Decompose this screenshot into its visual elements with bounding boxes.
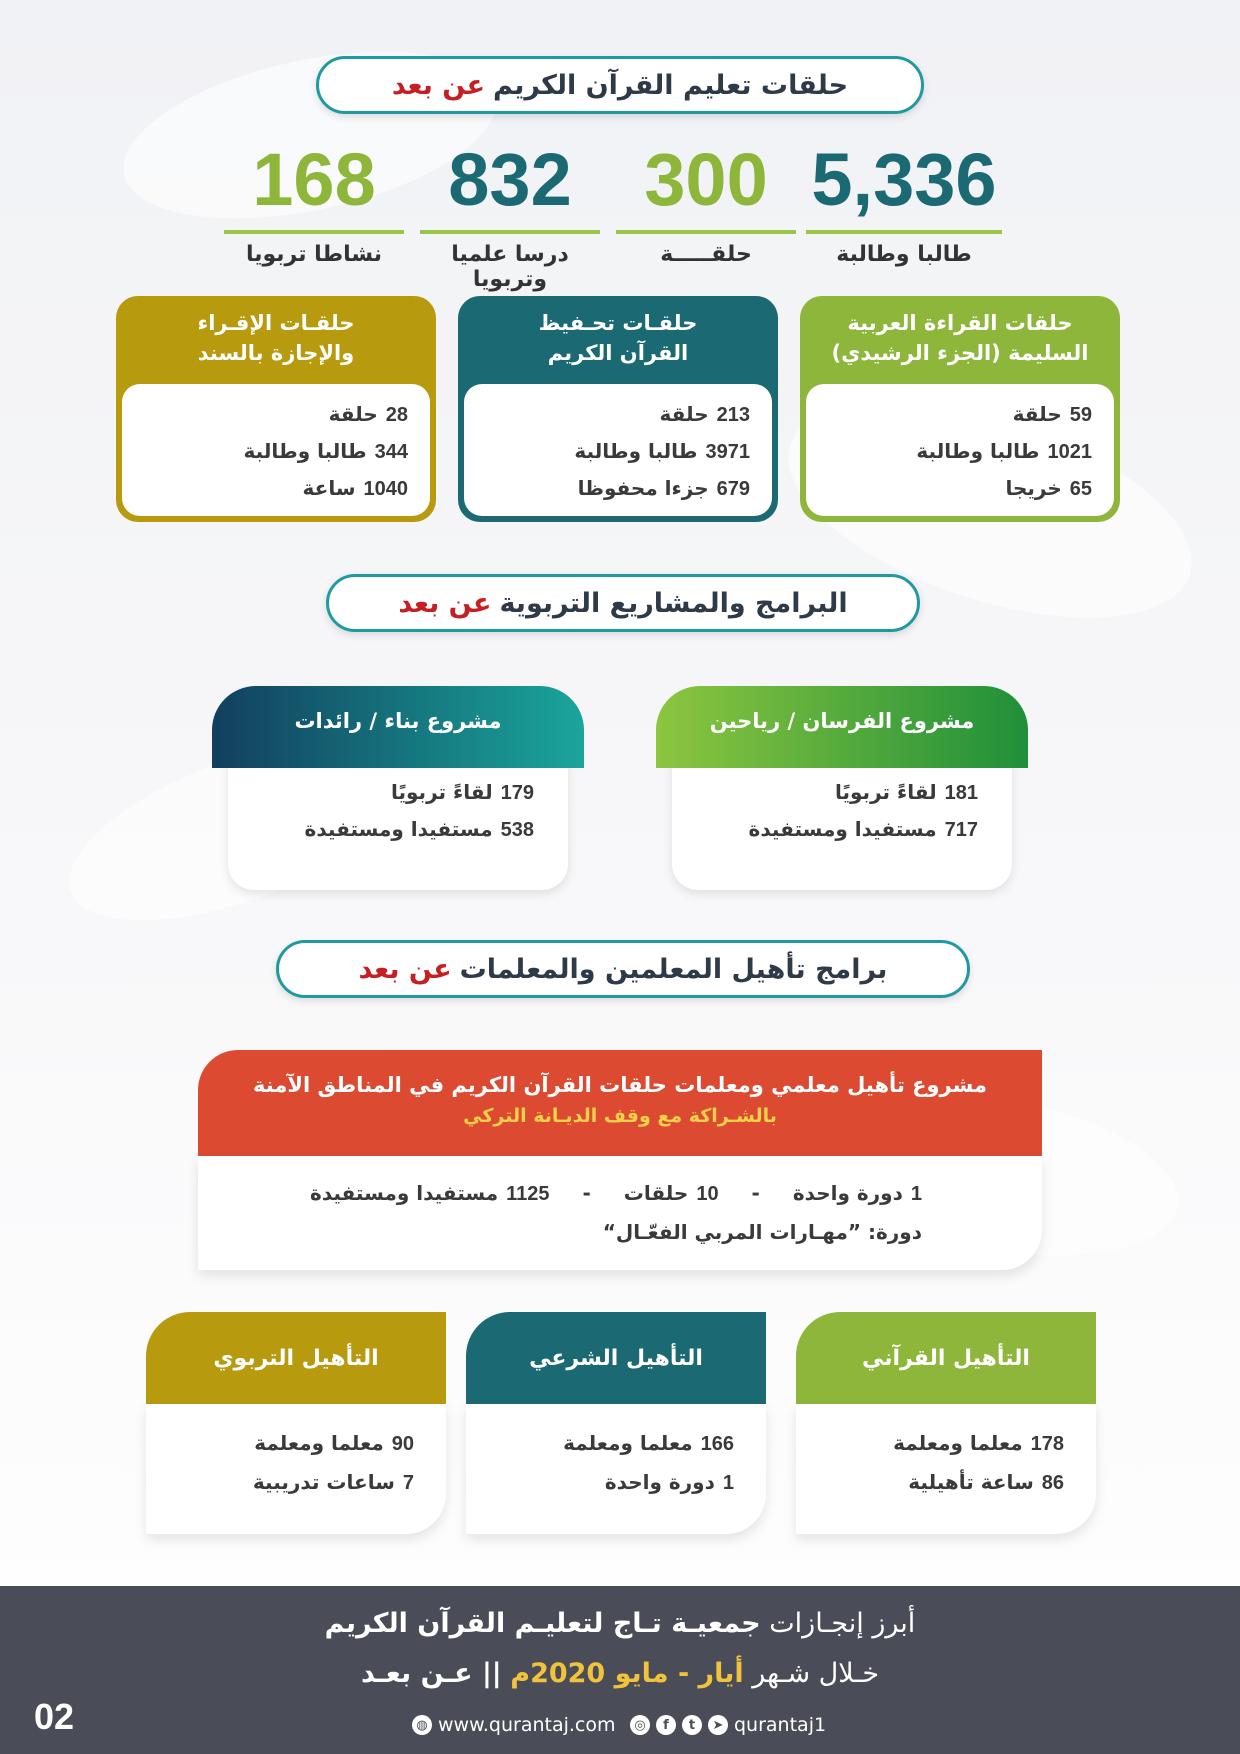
box-item xyxy=(474,396,750,433)
box-item-text: جزءا محفوظا xyxy=(577,476,709,500)
qualification-item-text: ساعات تدريبية xyxy=(252,1470,395,1494)
footer-org-name: جمعيـة تـاج لتعليـم القرآن الكريم xyxy=(324,1608,761,1639)
card-item-number: 717 xyxy=(944,819,978,841)
section-title-teacher-training xyxy=(276,940,970,998)
box-item-number: 65 xyxy=(1069,478,1092,500)
telegram-icon[interactable]: ➤ xyxy=(708,1715,728,1735)
card-body xyxy=(672,758,1012,890)
stat-students xyxy=(806,140,1002,267)
stat-activities xyxy=(224,140,404,267)
twitter-icon[interactable]: t xyxy=(682,1715,702,1735)
qualification-item-text: دورة واحدة xyxy=(604,1470,715,1494)
qualification-item-number: 7 xyxy=(402,1472,414,1494)
qualification-item-number: 90 xyxy=(391,1433,414,1455)
box-item-text: طالبا وطالبة xyxy=(574,439,698,463)
project-stat-text: دورة واحدة xyxy=(792,1181,903,1205)
box-item-text: حلقة xyxy=(328,402,378,426)
box-arabic-reading-circles xyxy=(800,296,1120,522)
project-stat-number: 10 xyxy=(696,1183,719,1205)
box-item-number: 59 xyxy=(1069,404,1092,426)
section-title-educational-programs xyxy=(326,574,920,632)
stat-label: درسا علميا وتربويا xyxy=(451,242,569,292)
box-title xyxy=(458,296,778,384)
qualification-item-text: معلما ومعلمة xyxy=(254,1431,384,1455)
card-item xyxy=(692,811,978,848)
footer-period xyxy=(0,1658,1240,1689)
section-title-accent: عن بعد xyxy=(391,69,486,101)
qualification-item xyxy=(806,1424,1064,1463)
qualification-item xyxy=(476,1463,734,1502)
separator: - xyxy=(751,1181,760,1205)
box-title-line: حلقـات تحـفيظ xyxy=(538,311,698,335)
website-text: www.qurantaj.com xyxy=(438,1714,616,1736)
box-title xyxy=(116,296,436,384)
qualification-item xyxy=(476,1424,734,1463)
box-item xyxy=(132,433,408,470)
box-item-text: طالبا وطالبة xyxy=(243,439,367,463)
box-body xyxy=(464,384,772,516)
footer-date: أيار - مايو 2020م xyxy=(510,1658,744,1689)
box-item xyxy=(132,396,408,433)
card-title: مشروع الفرسان / رياحين xyxy=(656,686,1028,768)
card-bina-project xyxy=(212,686,584,890)
box-item-text: ساعة xyxy=(302,476,356,500)
card-item-number: 181 xyxy=(944,782,978,804)
card-item-number: 179 xyxy=(500,782,534,804)
qualification-quranic xyxy=(796,1312,1096,1534)
box-item-number: 28 xyxy=(385,404,408,426)
stat-label: حلقـــــة xyxy=(660,242,752,267)
section-title-accent: عن بعد xyxy=(358,953,452,985)
stat-divider xyxy=(806,230,1002,234)
facebook-icon[interactable]: f xyxy=(656,1715,676,1735)
box-title-line: والإجازة بالسند xyxy=(197,341,355,365)
qualification-body xyxy=(796,1404,1096,1534)
project-header xyxy=(198,1050,1042,1156)
social-links[interactable] xyxy=(630,1714,826,1736)
qualification-item-text: ساعة تأهيلية xyxy=(908,1470,1034,1494)
qualification-item-number: 1 xyxy=(722,1472,734,1494)
box-item xyxy=(474,433,750,470)
section-title-text: حلقات تعليم القرآن الكريم xyxy=(493,69,849,101)
stat-lessons xyxy=(420,140,600,292)
qualification-item-number: 178 xyxy=(1030,1433,1064,1455)
stat-value: 832 xyxy=(448,138,572,221)
box-title-line: القرآن الكريم xyxy=(547,341,689,365)
card-item-text: لقاءً تربويًا xyxy=(391,780,493,804)
section-title-text: برامج تأهيل المعلمين والمعلمات xyxy=(459,953,888,985)
stat-label: نشاطا تربويا xyxy=(245,242,383,267)
project-course: دورة: ”مهـارات المربي الفعّـال“ xyxy=(602,1220,922,1244)
box-item-number: 344 xyxy=(374,441,408,463)
project-stat-number: 1125 xyxy=(506,1183,550,1205)
globe-icon: ◍ xyxy=(412,1715,432,1735)
qualification-item xyxy=(156,1424,414,1463)
card-item xyxy=(248,811,534,848)
card-item xyxy=(692,774,978,811)
card-item-text: مستفيدا ومستفيدة xyxy=(304,817,493,841)
project-stat-text: حلقات xyxy=(623,1181,689,1205)
card-item-text: لقاءً تربويًا xyxy=(835,780,937,804)
card-fursan-project xyxy=(656,686,1028,890)
stat-label: طالبا وطالبة xyxy=(836,242,972,267)
stat-circles xyxy=(616,140,796,267)
footer xyxy=(0,1586,1240,1754)
qualification-item xyxy=(806,1463,1064,1502)
section-title-accent: عن بعد xyxy=(398,587,492,619)
section-title-quran-circles xyxy=(316,56,924,114)
box-item-number: 679 xyxy=(716,478,750,500)
footer-text: أبرز إنجـازات xyxy=(769,1608,916,1639)
card-title: مشروع بناء / رائدات xyxy=(212,686,584,768)
qualification-sharia xyxy=(466,1312,766,1534)
card-item xyxy=(248,774,534,811)
project-stats-line xyxy=(238,1174,922,1213)
project-stat-number: 1 xyxy=(910,1183,922,1205)
footer-text: خـلال شـهر xyxy=(752,1658,880,1689)
stat-value: 168 xyxy=(252,138,376,221)
qualification-educational xyxy=(146,1312,446,1534)
box-title-line: حلقات القراءة العربية xyxy=(847,311,1073,335)
footer-remote: || عـن بعـد xyxy=(360,1658,502,1689)
box-body xyxy=(122,384,430,516)
box-title-line: حلقـات الإقـراء xyxy=(197,311,355,335)
box-item-text: خريجا xyxy=(1005,476,1062,500)
qualification-item-number: 166 xyxy=(700,1433,734,1455)
box-recitation-circles xyxy=(116,296,436,522)
qualification-item-text: معلما ومعلمة xyxy=(563,1431,693,1455)
card-item-text: مستفيدا ومستفيدة xyxy=(748,817,937,841)
box-item-text: حلقة xyxy=(659,402,709,426)
page-number: 02 xyxy=(34,1696,75,1737)
box-item xyxy=(816,433,1092,470)
qualification-item-text: معلما ومعلمة xyxy=(893,1431,1023,1455)
box-item xyxy=(474,470,750,507)
box-item xyxy=(816,470,1092,507)
box-title xyxy=(800,296,1120,384)
website-link[interactable] xyxy=(412,1714,616,1736)
project-stat-text: مستفيدا ومستفيدة xyxy=(310,1181,499,1205)
qualification-item-number: 86 xyxy=(1041,1472,1064,1494)
project-subtitle: بالشـراكة مع وقف الديـانة التركي xyxy=(463,1105,777,1127)
stat-divider xyxy=(224,230,404,234)
stat-divider xyxy=(616,230,796,234)
box-item-text: حلقة xyxy=(1012,402,1062,426)
section-title-text: البرامج والمشاريع التربوية xyxy=(499,587,848,619)
stat-value: 5,336 xyxy=(811,138,997,221)
box-item-number: 1021 xyxy=(1047,441,1092,463)
social-handle: qurantaj1 xyxy=(734,1714,827,1736)
box-item-number: 1040 xyxy=(363,478,408,500)
box-item xyxy=(816,396,1092,433)
qualification-body xyxy=(466,1404,766,1534)
qualification-item xyxy=(156,1463,414,1502)
teacher-training-project xyxy=(198,1050,1042,1270)
box-memorization-circles xyxy=(458,296,778,522)
box-item xyxy=(132,470,408,507)
separator: - xyxy=(582,1181,591,1205)
box-item-number: 3971 xyxy=(705,441,750,463)
qualification-title: التأهيل الشرعي xyxy=(466,1312,766,1404)
stat-value: 300 xyxy=(644,138,768,221)
qualification-title: التأهيل القرآني xyxy=(796,1312,1096,1404)
footer-title xyxy=(0,1608,1240,1639)
stat-divider xyxy=(420,230,600,234)
box-body xyxy=(806,384,1114,516)
project-title: مشروع تأهيل معلمي ومعلمات حلقات القرآن الكريم في المناطق الآمنة xyxy=(253,1073,987,1097)
project-body xyxy=(198,1156,1042,1270)
card-item-number: 538 xyxy=(500,819,534,841)
qualification-body xyxy=(146,1404,446,1534)
box-item-number: 213 xyxy=(716,404,750,426)
box-item-text: طالبا وطالبة xyxy=(916,439,1040,463)
qualification-title: التأهيل التربوي xyxy=(146,1312,446,1404)
card-body xyxy=(228,758,568,890)
box-title-line: السليمة (الجزء الرشيدي) xyxy=(831,341,1089,365)
instagram-icon[interactable]: ◎ xyxy=(630,1715,650,1735)
